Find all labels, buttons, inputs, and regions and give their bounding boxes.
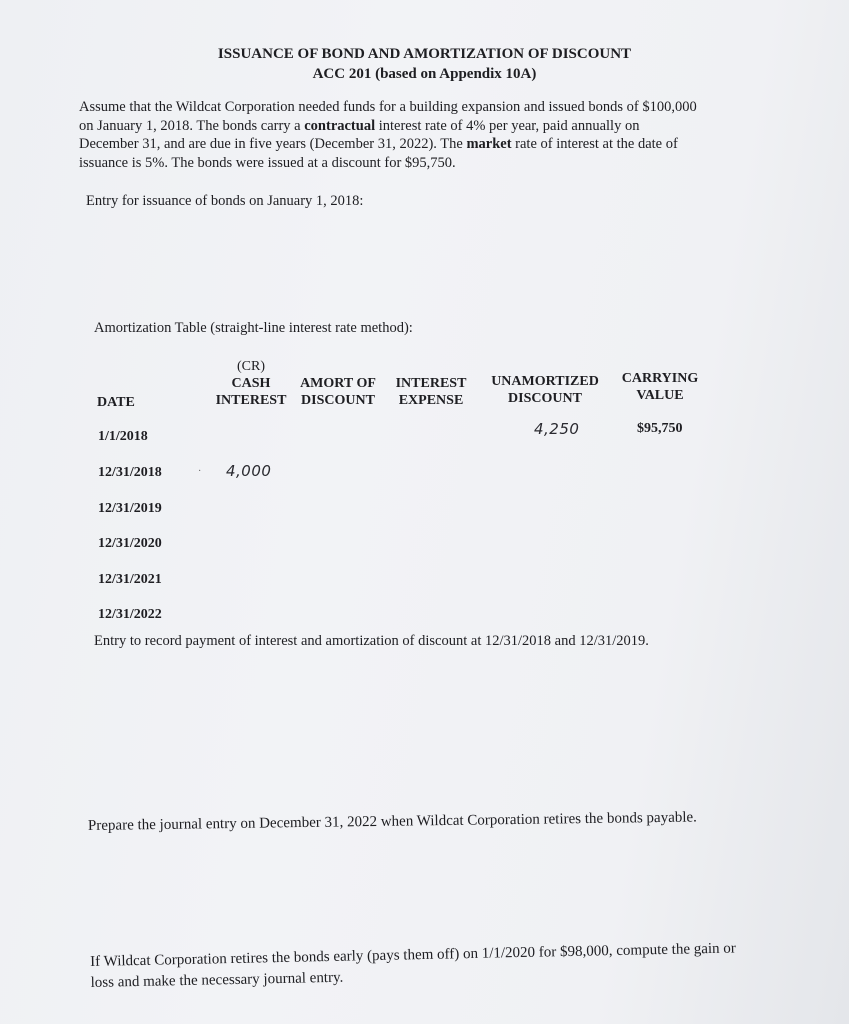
intro-line-4: issuance is 5%. The bonds were issued at a discount for $95,750. — [79, 154, 456, 171]
table-row-date: 1/1/2018 — [98, 429, 148, 444]
intro-line-1: Assume that the Wildcat Corporation needed funds for a building expansion and issued bonds of $100,000 — [79, 99, 697, 115]
table-row-date: 12/31/2018 — [98, 465, 162, 480]
table-cell-carrying: $95,750 — [637, 421, 683, 436]
page-title — [0, 44, 849, 84]
intro-line-3: December 31, and are due in five years (December 31, 2022). The market rate of interest at the date of — [79, 136, 678, 152]
table-row-date: 12/31/2021 — [98, 572, 162, 587]
column-header-unamortized-discount: UNAMORTIZED DISCOUNT — [491, 374, 599, 406]
column-header-date: DATE — [97, 395, 135, 410]
table-row-date: 12/31/2022 — [98, 607, 162, 622]
table-cell-cash: 4,000 — [226, 462, 272, 480]
retire-question: Prepare the journal entry on December 31, 2022 when Wildcat Corporation retires the bonds payable. — [87, 809, 697, 834]
contractual-emphasis: contractual — [304, 117, 376, 134]
intro-line-2: on January 1, 2018. The bonds carry a contractual interest rate of 4% per year, paid annually on — [79, 117, 640, 134]
column-header-interest-expense: INTEREST EXPENSE — [395, 376, 467, 408]
column-header-cash: (CR) CASH INTEREST — [215, 359, 287, 408]
market-emphasis: market — [466, 136, 512, 152]
problem-statement — [79, 98, 759, 172]
payment-entry-prompt: Entry to record payment of interest and amortization of discount at 12/31/2018 and 12/31/2019. — [94, 633, 649, 649]
table-cell-unamortized: 4,250 — [534, 420, 580, 438]
column-header-amort-discount: AMORT OF DISCOUNT — [300, 376, 376, 408]
stray-mark: · — [198, 466, 202, 477]
title-line: ISSUANCE OF BOND AND AMORTIZATION OF DISCOUNT — [217, 46, 632, 62]
table-row-date: 12/31/2019 — [98, 501, 162, 516]
table-row-date: 12/31/2020 — [98, 536, 162, 551]
early-retire-question: If Wildcat Corporation retires the bonds early (pays them off) on 1/1/2020 for $98,000, compute the gain or loss and make the necessary journal entry. — [90, 940, 737, 991]
subtitle-line: ACC 201 (based on Appendix 10A) — [312, 66, 537, 82]
column-header-carrying-value: CARRYING VALUE — [621, 371, 699, 403]
issuance-entry-prompt: Entry for issuance of bonds on January 1, 2018: — [86, 193, 364, 209]
amortization-heading: Amortization Table (straight-line interest rate method): — [94, 320, 413, 336]
